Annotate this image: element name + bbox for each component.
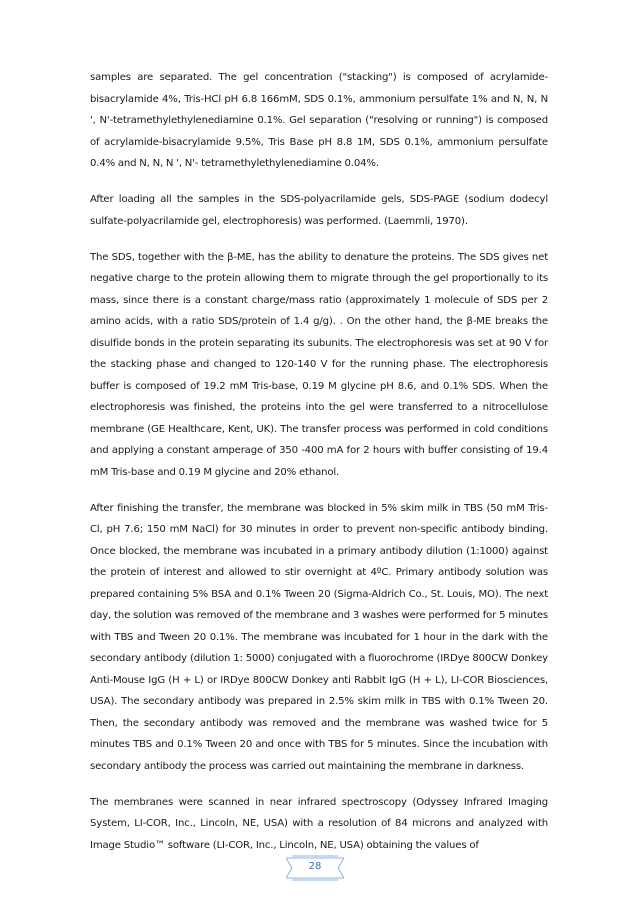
- paragraph-gel-composition: samples are separated. The gel concentration ("stacking") is composed of acrylamide-bisacrylamide 4%, Tris-HCl pH 6.8 166mM, SDS 0.1%, ammonium persulfate 1% and N, N, N ', N'-tetramethylethylenediamine 0.1%. Gel separation ("resolving or running") is composed of acrylamide-bisacrylamide 9.5%, Tris Base pH 8.8 1M, SDS 0.1%, ammonium persulfate 0.4% and N, N, N ', N'- tetramethylethylenediamine 0.04%.: [90, 72, 548, 169]
- paragraph-scanning: The membranes were scanned in near infrared spectroscopy (Odyssey Infrared Imaging System, LI-COR, Inc., Lincoln, NE, USA) with a resolution of 84 microns and analyzed with Image Studio™ software (LI-COR, Inc., Lincoln, NE, USA) obtaining the values of: [90, 796, 548, 851]
- page-number-badge: [286, 854, 344, 882]
- page-number: 28: [308, 861, 322, 872]
- paragraph-antibody-incubation: After finishing the transfer, the membrane was blocked in 5% skim milk in TBS (50 mM Tris-Cl, pH 7.6; 150 mM NaCl) for 30 minutes in order to prevent non-specific antibody binding. Once blocked, the membrane was incubated in a primary antibody dilution (1:1000) against the protein of interest and allowed to stir overnight at 4ºC. Primary antibody solution was prepared containing 5% BSA and 0.1% Tween 20 (Sigma-Aldrich Co., St. Louis, MO). The next day, the solution was removed of the membrane and 3 washes were performed for 5 minutes with TBS and Tween 20 0.1%. The membrane was incubated for 1 hour in the dark with the secondary antibody (dilution 1: 5000) conjugated with a fluorochrome (IRDye 800CW Donkey Anti-Mouse IgG (H + L) or IRDye 800CW Donkey anti Rabbit IgG (H + L), LI-COR Biosciences, USA). The secondary antibody was prepared in 2.5% skim milk in TBS with 0.1% Tween 20. Then, the secondary antibody was removed and the membrane was washed twice for 5 minutes TBS and 0.1% Tween 20 and once with TBS for 5 minutes. Since the incubation with secondary antibody the process was carried out maintaining the membrane in darkness.: [90, 502, 549, 772]
- body-text: [90, 67, 548, 871]
- paragraph-electrophoresis: The SDS, together with the β-ME, has the ability to denature the proteins. The SDS gives net negative charge to the protein allowing them to migrate through the gel proportionally to its mass, since there is a constant charge/mass ratio (approximately 1 molecule of SDS per 2 amino acids, with a ratio SDS/protein of 1.4 g/g). . On the other hand, the β-ME breaks the disulfide bonds in the protein separating its subunits. The electrophoresis was set at 90 V for the stacking phase and changed to 120-140 V for the running phase. The electrophoresis buffer is composed of 19.2 mM Tris-base, 0.19 M glycine pH 8.6, and 0.1% SDS. When the electrophoresis was finished, the proteins into the gel were transferred to a nitrocellulose membrane (GE Healthcare, Kent, UK). The transfer process was performed in cold conditions and applying a constant amperage of 350 -400 mA for 2 hours with buffer consisting of 19.4 mM Tris-base and 0.19 M glycine and 20% ethanol.: [90, 251, 548, 478]
- paragraph-sds-page: After loading all the samples in the SDS-polyacrilamide gels, SDS-PAGE (sodium dodecyl sulfate-polyacrilamide gel, electrophoresis) was performed. (Laemmli, 1970).: [90, 194, 548, 227]
